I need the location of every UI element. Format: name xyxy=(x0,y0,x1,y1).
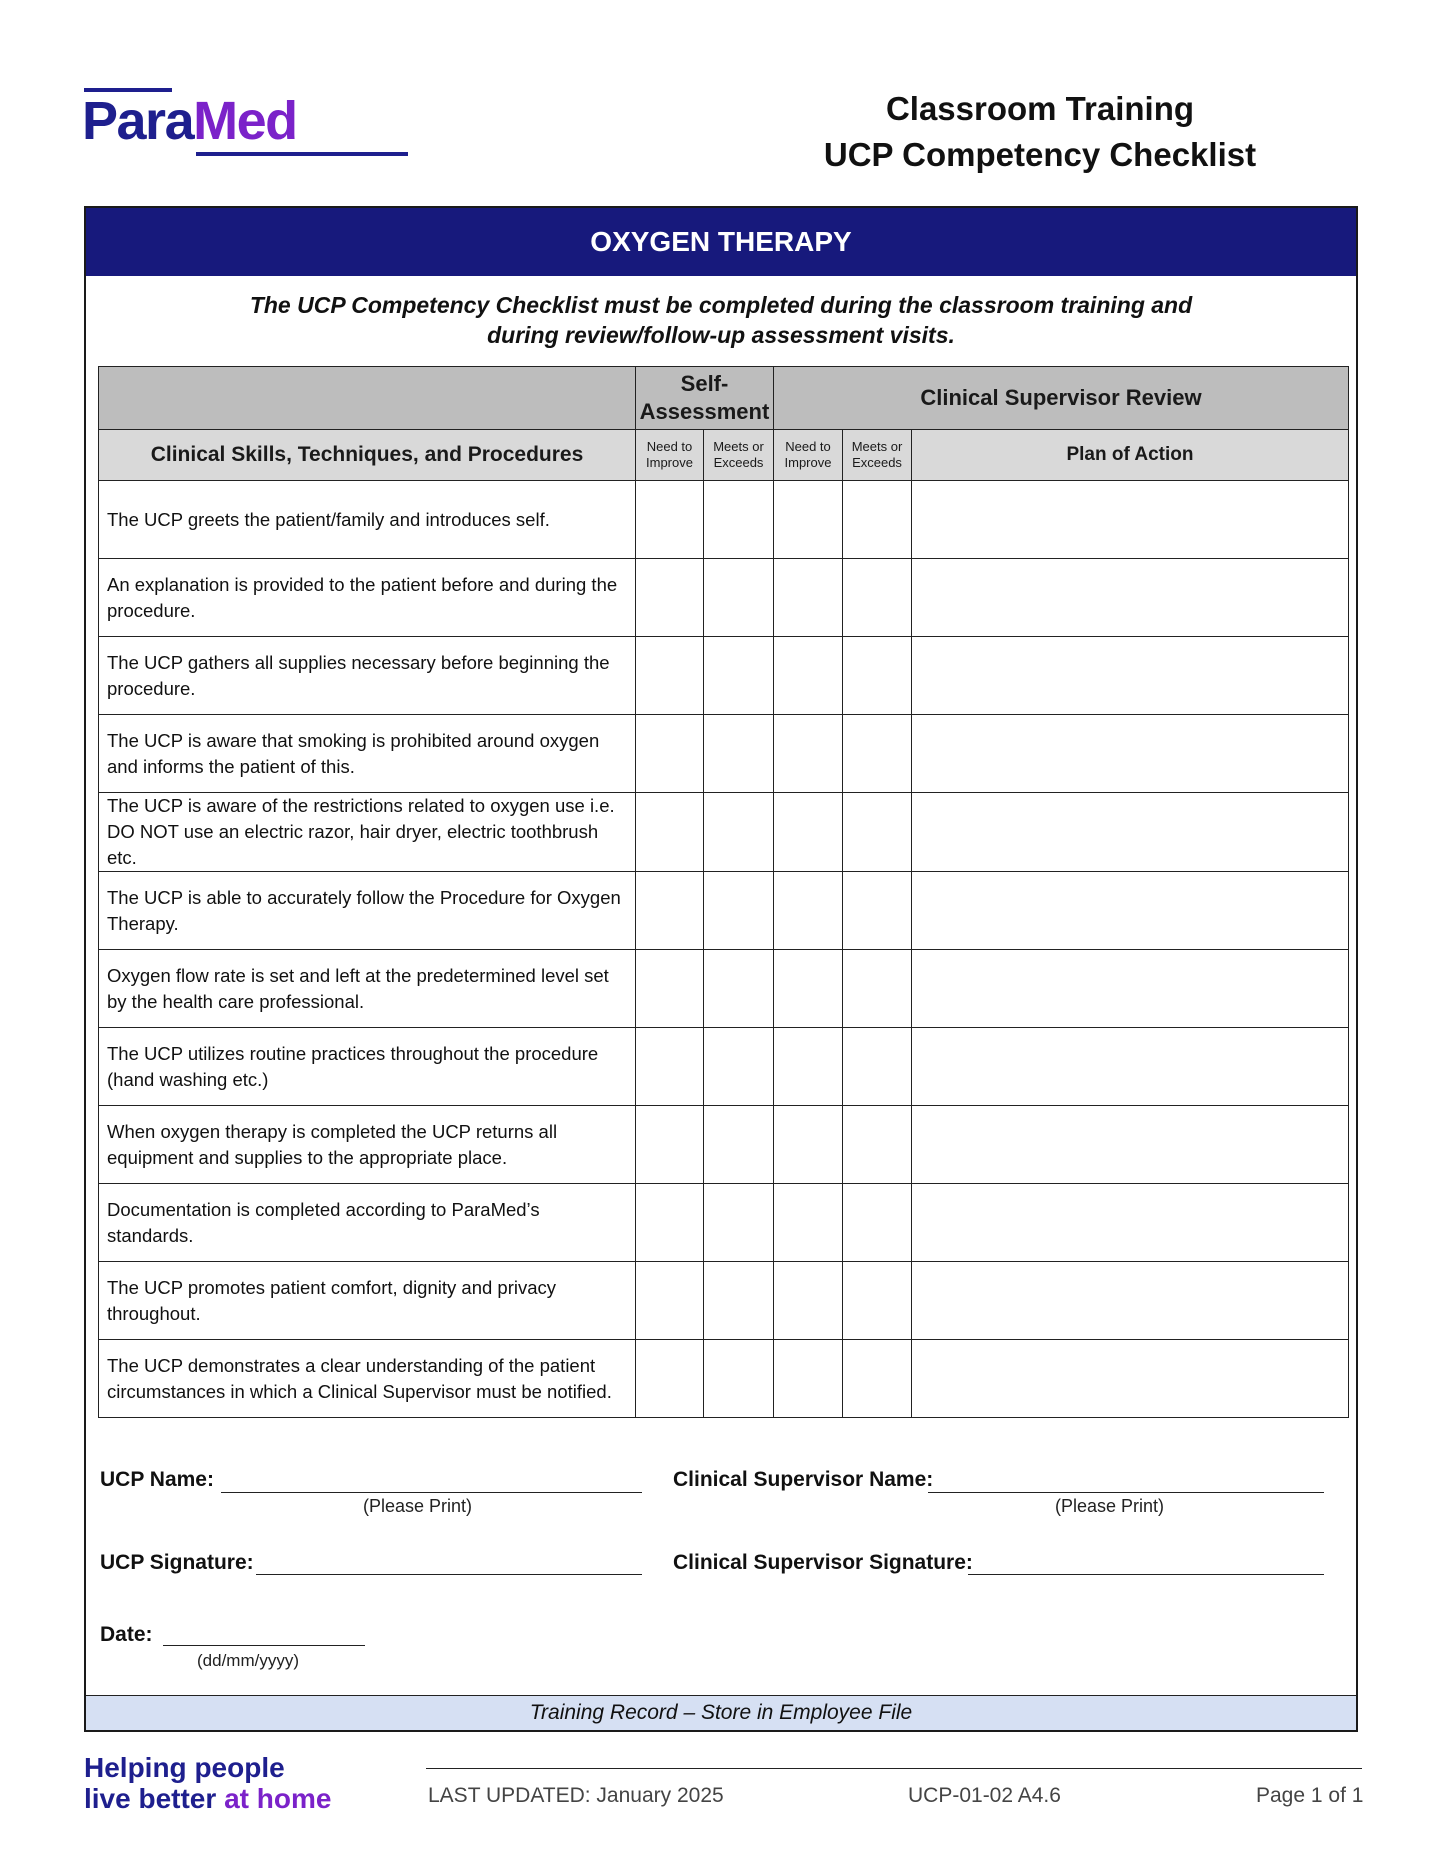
self-need-to-improve-cell[interactable] xyxy=(636,1106,704,1184)
date-label: Date: xyxy=(100,1623,153,1646)
self-need-to-improve-cell[interactable] xyxy=(636,793,704,872)
plan-of-action-header: Plan of Action xyxy=(912,430,1349,481)
skill-description: The UCP demonstrates a clear understanding of the patient circumstances in which a Clinical Supervisor must be notified. xyxy=(99,1340,636,1418)
supervisor-meets-or-exceeds-cell[interactable] xyxy=(843,1262,912,1340)
table-row xyxy=(99,1028,1349,1106)
supervisor-need-to-improve-cell[interactable] xyxy=(774,1028,843,1106)
header-row-sub xyxy=(99,430,1349,481)
training-record-band: Training Record – Store in Employee File xyxy=(86,1695,1356,1730)
self-need-to-improve-cell[interactable] xyxy=(636,1028,704,1106)
document-title xyxy=(760,86,1320,178)
ucp-signature-label: UCP Signature: xyxy=(100,1551,254,1574)
ucp-name-hint: (Please Print) xyxy=(363,1496,473,1516)
supervisor-name-label: Clinical Supervisor Name: xyxy=(673,1468,934,1491)
table-row xyxy=(99,793,1349,872)
self-meets-or-exceeds-cell[interactable] xyxy=(704,715,774,793)
plan-of-action-cell[interactable] xyxy=(912,1340,1349,1418)
competency-table xyxy=(98,366,1349,1418)
supervisor-meets-or-exceeds-header: Meets or Exceeds xyxy=(843,430,912,481)
self-meets-or-exceeds-cell[interactable] xyxy=(704,1262,774,1340)
skill-description: The UCP gathers all supplies necessary before beginning the procedure. xyxy=(99,637,636,715)
section-banner: OXYGEN THERAPY xyxy=(86,208,1356,276)
table-row xyxy=(99,950,1349,1028)
self-need-to-improve-cell[interactable] xyxy=(636,559,704,637)
page-number: Page 1 of 1 xyxy=(1256,1784,1364,1807)
tagline-line-2: live better at home xyxy=(84,1783,332,1814)
self-meets-or-exceeds-cell[interactable] xyxy=(704,950,774,1028)
supervisor-need-to-improve-cell[interactable] xyxy=(774,1262,843,1340)
table-row xyxy=(99,481,1349,559)
instructions xyxy=(86,290,1356,350)
supervisor-meets-or-exceeds-cell[interactable] xyxy=(843,1028,912,1106)
self-need-to-improve-cell[interactable] xyxy=(636,637,704,715)
plan-of-action-cell[interactable] xyxy=(912,481,1349,559)
supervisor-meets-or-exceeds-cell[interactable] xyxy=(843,793,912,872)
clinical-supervisor-header: Clinical Supervisor Review xyxy=(774,367,1349,430)
plan-of-action-cell[interactable] xyxy=(912,1184,1349,1262)
self-meets-or-exceeds-cell[interactable] xyxy=(704,1028,774,1106)
supervisor-need-to-improve-cell[interactable] xyxy=(774,559,843,637)
self-need-to-improve-cell[interactable] xyxy=(636,1262,704,1340)
last-updated: LAST UPDATED: January 2025 xyxy=(428,1784,724,1807)
supervisor-need-to-improve-cell[interactable] xyxy=(774,950,843,1028)
supervisor-meets-or-exceeds-cell[interactable] xyxy=(843,1106,912,1184)
plan-of-action-cell[interactable] xyxy=(912,715,1349,793)
plan-of-action-cell[interactable] xyxy=(912,559,1349,637)
supervisor-name-hint: (Please Print) xyxy=(1055,1496,1165,1516)
self-meets-or-exceeds-cell[interactable] xyxy=(704,793,774,872)
title-line-1: Classroom Training xyxy=(885,90,1195,127)
self-need-to-improve-cell[interactable] xyxy=(636,481,704,559)
self-meets-or-exceeds-cell[interactable] xyxy=(704,1184,774,1262)
instructions-line-2: during review/follow-up assessment visits. xyxy=(487,322,955,348)
skill-description: The UCP is aware of the restrictions related to oxygen use i.e. DO NOT use an electric razor, hair dryer, electric toothbrush etc. xyxy=(99,793,636,872)
supervisor-meets-or-exceeds-cell[interactable] xyxy=(843,1184,912,1262)
self-meets-or-exceeds-cell[interactable] xyxy=(704,559,774,637)
self-need-to-improve-cell[interactable] xyxy=(636,715,704,793)
title-line-2: UCP Competency Checklist xyxy=(823,136,1257,173)
table-row xyxy=(99,637,1349,715)
blank-header-cell xyxy=(99,367,636,430)
skill-description: The UCP greets the patient/family and introduces self. xyxy=(99,481,636,559)
plan-of-action-cell[interactable] xyxy=(912,872,1349,950)
table-row xyxy=(99,559,1349,637)
plan-of-action-cell[interactable] xyxy=(912,950,1349,1028)
instructions-line-1: The UCP Competency Checklist must be completed during the classroom training and xyxy=(249,292,1193,318)
document-code: UCP-01-02 A4.6 xyxy=(908,1784,1061,1807)
paramed-logo xyxy=(84,88,324,160)
skill-description: The UCP utilizes routine practices throughout the procedure (hand washing etc.) xyxy=(99,1028,636,1106)
supervisor-need-to-improve-cell[interactable] xyxy=(774,1340,843,1418)
self-meets-or-exceeds-cell[interactable] xyxy=(704,481,774,559)
plan-of-action-cell[interactable] xyxy=(912,1262,1349,1340)
self-need-to-improve-cell[interactable] xyxy=(636,950,704,1028)
supervisor-meets-or-exceeds-cell[interactable] xyxy=(843,715,912,793)
supervisor-meets-or-exceeds-cell[interactable] xyxy=(843,481,912,559)
skill-description: Oxygen flow rate is set and left at the predetermined level set by the health care professional. xyxy=(99,950,636,1028)
skill-description: Documentation is completed according to ParaMed’s standards. xyxy=(99,1184,636,1262)
skill-description: When oxygen therapy is completed the UCP returns all equipment and supplies to the appropriate place. xyxy=(99,1106,636,1184)
date-field[interactable] xyxy=(163,1645,365,1646)
self-meets-or-exceeds-cell[interactable] xyxy=(704,1340,774,1418)
ucp-signature-field[interactable] xyxy=(256,1574,642,1575)
logo-bottom-bar xyxy=(196,152,408,156)
supervisor-meets-or-exceeds-cell[interactable] xyxy=(843,1340,912,1418)
skill-description: The UCP promotes patient comfort, dignity and privacy throughout. xyxy=(99,1262,636,1340)
checklist-rows xyxy=(99,481,1349,1418)
table-row xyxy=(99,1262,1349,1340)
skill-description: The UCP is able to accurately follow the Procedure for Oxygen Therapy. xyxy=(99,872,636,950)
supervisor-need-to-improve-cell[interactable] xyxy=(774,793,843,872)
supervisor-meets-or-exceeds-cell[interactable] xyxy=(843,637,912,715)
supervisor-need-to-improve-cell[interactable] xyxy=(774,1184,843,1262)
plan-of-action-cell[interactable] xyxy=(912,1106,1349,1184)
self-need-to-improve-cell[interactable] xyxy=(636,1340,704,1418)
skills-header: Clinical Skills, Techniques, and Procedures xyxy=(99,430,636,481)
supervisor-need-to-improve-cell[interactable] xyxy=(774,715,843,793)
table-row xyxy=(99,1106,1349,1184)
supervisor-need-to-improve-cell[interactable] xyxy=(774,637,843,715)
footer-divider xyxy=(426,1768,1362,1769)
supervisor-name-field[interactable] xyxy=(928,1492,1324,1493)
supervisor-meets-or-exceeds-cell[interactable] xyxy=(843,559,912,637)
tagline-line-1: Helping people xyxy=(84,1752,285,1783)
date-format-hint: (dd/mm/yyyy) xyxy=(197,1651,299,1670)
logo-wordmark: ParaMed xyxy=(82,91,297,151)
header-row-top xyxy=(99,367,1349,430)
self-need-to-improve-header: Need to Improve xyxy=(636,430,704,481)
supervisor-meets-or-exceeds-cell[interactable] xyxy=(843,872,912,950)
supervisor-need-to-improve-header: Need to Improve xyxy=(774,430,843,481)
ucp-name-field[interactable] xyxy=(221,1492,642,1493)
brand-tagline xyxy=(84,1752,331,1814)
supervisor-signature-field[interactable] xyxy=(968,1574,1324,1575)
supervisor-need-to-improve-cell[interactable] xyxy=(774,1106,843,1184)
skill-description: An explanation is provided to the patient before and during the procedure. xyxy=(99,559,636,637)
self-need-to-improve-cell[interactable] xyxy=(636,872,704,950)
checklist-frame xyxy=(84,206,1358,1732)
self-meets-or-exceeds-header: Meets or Exceeds xyxy=(704,430,774,481)
table-row xyxy=(99,872,1349,950)
self-meets-or-exceeds-cell[interactable] xyxy=(704,1106,774,1184)
supervisor-need-to-improve-cell[interactable] xyxy=(774,481,843,559)
supervisor-meets-or-exceeds-cell[interactable] xyxy=(843,950,912,1028)
table-row xyxy=(99,1184,1349,1262)
supervisor-signature-label: Clinical Supervisor Signature: xyxy=(673,1551,973,1574)
plan-of-action-cell[interactable] xyxy=(912,793,1349,872)
ucp-name-label: UCP Name: xyxy=(100,1468,214,1491)
self-assessment-header: Self-Assessment xyxy=(636,367,774,430)
skill-description: The UCP is aware that smoking is prohibited around oxygen and informs the patient of this. xyxy=(99,715,636,793)
supervisor-need-to-improve-cell[interactable] xyxy=(774,872,843,950)
table-row xyxy=(99,715,1349,793)
self-meets-or-exceeds-cell[interactable] xyxy=(704,872,774,950)
plan-of-action-cell[interactable] xyxy=(912,637,1349,715)
plan-of-action-cell[interactable] xyxy=(912,1028,1349,1106)
self-need-to-improve-cell[interactable] xyxy=(636,1184,704,1262)
table-row xyxy=(99,1340,1349,1418)
self-meets-or-exceeds-cell[interactable] xyxy=(704,637,774,715)
